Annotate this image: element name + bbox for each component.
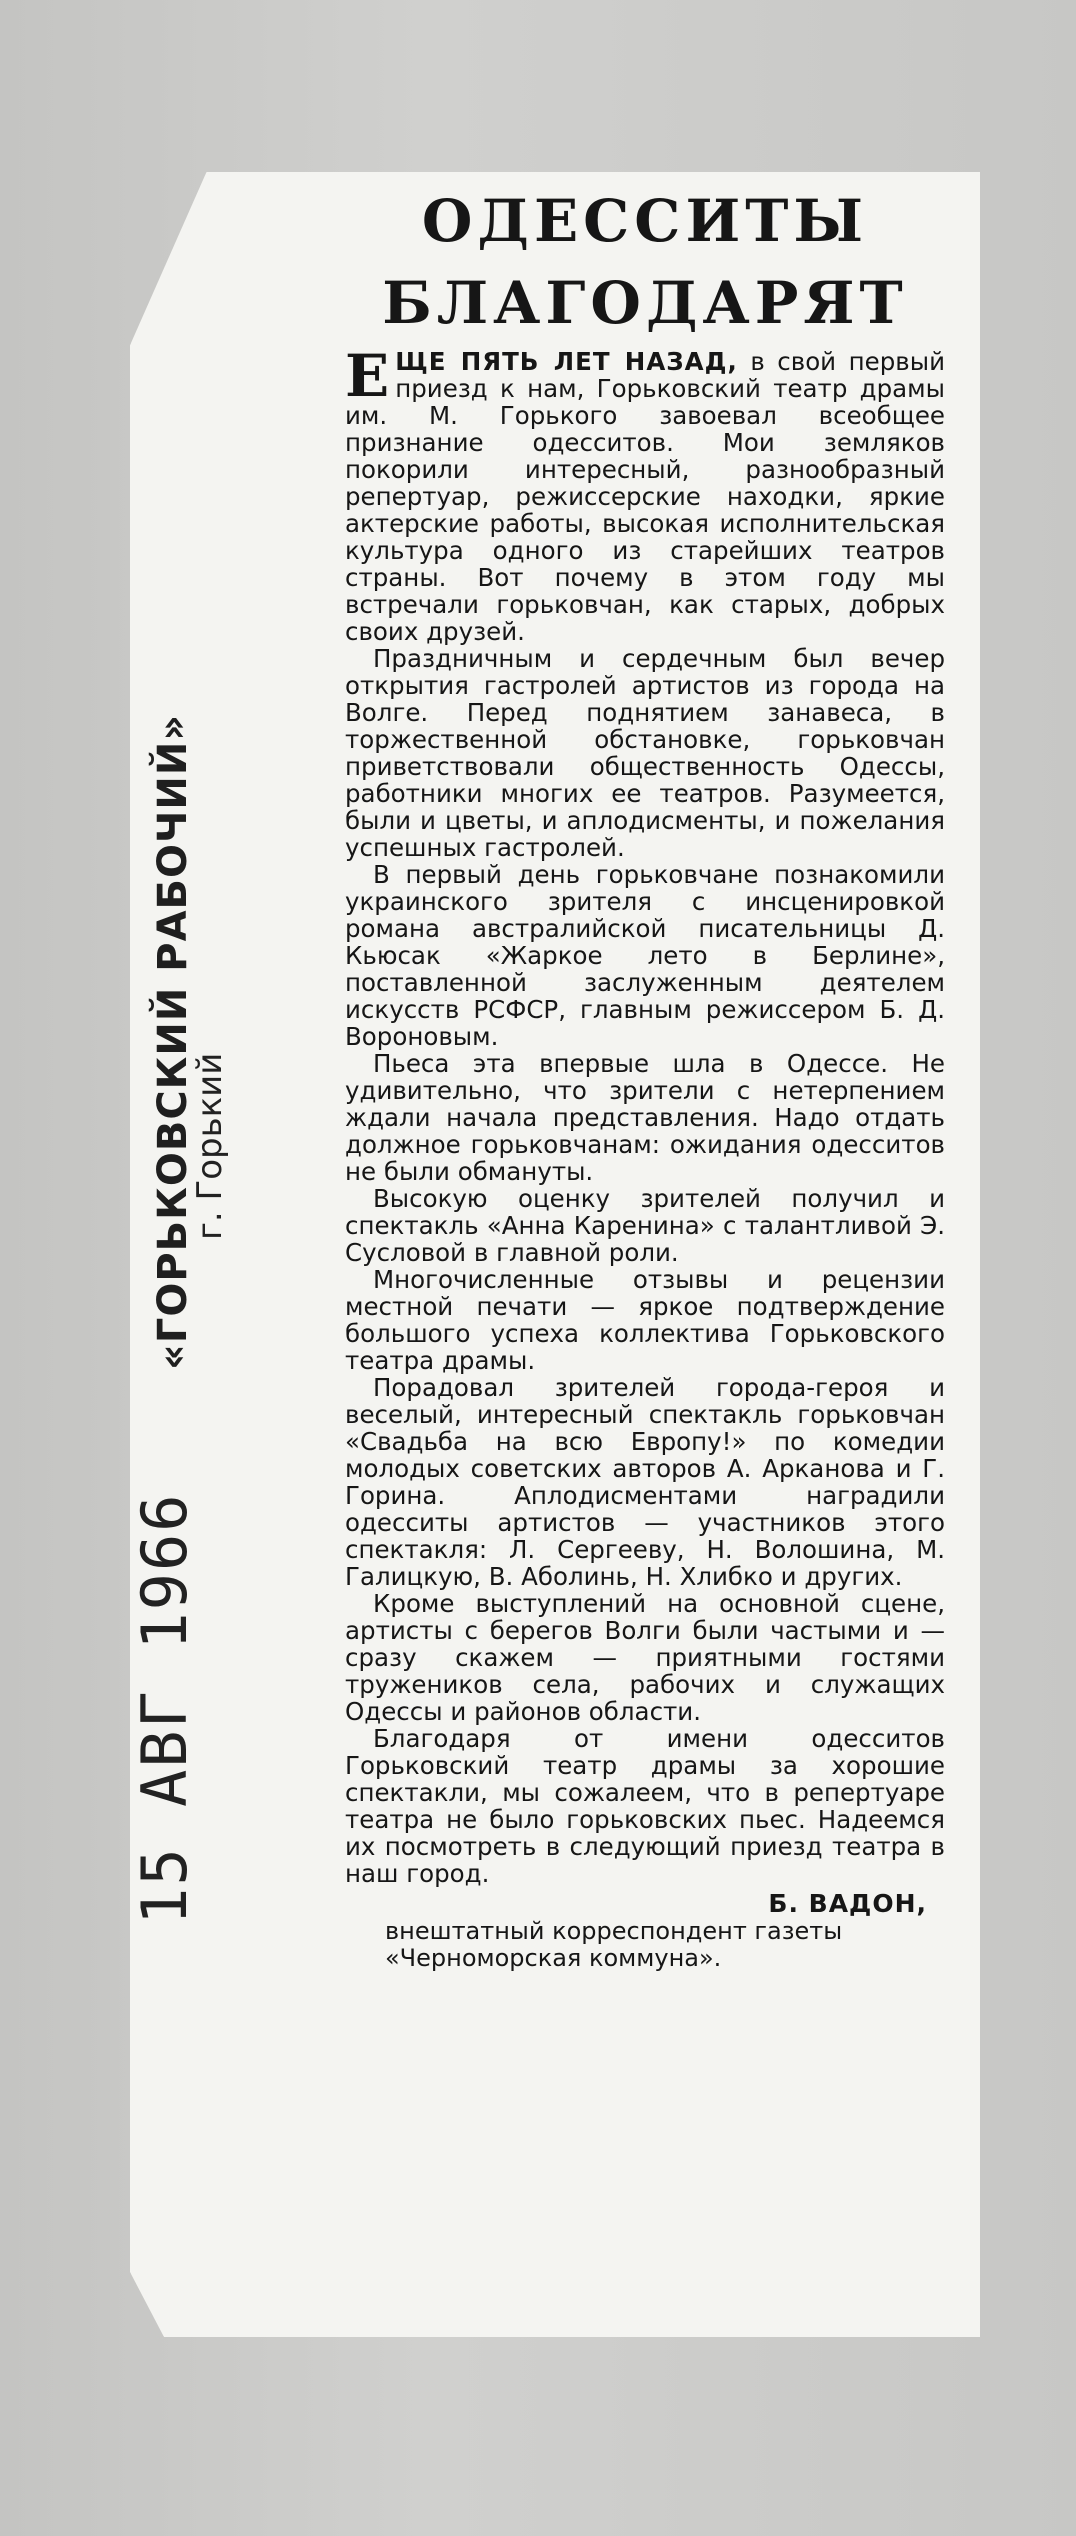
article [345,180,945,1972]
city-stamp: г. Горький [190,1052,230,1240]
paragraph-8: Кроме выступлений на основной сцене, артисты с берегов Волги были частыми и — сразу скажем — приятными гостями тружеников села, рабочих и служащих Одессы и районов области. [345,1589,945,1726]
paragraph-6: Многочисленные отзывы и рецензии местной печати — яркое подтверждение большого успеха коллектива Горьковского театра драмы. [345,1265,945,1375]
newspaper-name: «ГОРЬКОВСКИЙ РАБОЧИЙ» [150,713,196,1370]
newspaper-stamp [150,714,196,1370]
paragraph-5: Высокую оценку зрителей получил и спектакль «Анна Каренина» с талантливой Э. Сусловой в главной роли. [345,1184,945,1267]
paragraph-9: Благодаря от имени одесситов Горьковский театр драмы за хорошие спектакли, мы сожалеем, что в репертуаре театра не было горьковских пьес. Надеемся их посмотреть в следующий приезд театра в наш город. [345,1724,945,1888]
title-line-1: ОДЕССИТЫ [421,187,869,255]
date-stamp: 15 АВГ 1966 [128,1492,201,1925]
author-byline: внештатный корреспондент газеты «Черноморская коммуна». [385,1917,843,1972]
paragraph-2: Праздничным и сердечным был вечер открытия гастролей артистов из города на Волге. Перед поднятием занавеса, в торжественной обстановке, горьковчан приветствовали общественность Одессы, работники многих ее театров. Разумеется, были и цветы, и аплодисменты, и пожелания успешных гастролей. [345,644,945,862]
paragraph-1-text: в свой первый приезд к нам, Горьковский театр драмы им. М. Горького завоевал всеобщее признание одесситов. Мои земляков покорили интересный, разнообразный репертуар, режиссерские находки, яркие актерские работы, высокая исполнительская культура одного из старейших театров страны. Вот почему в этом году мы встречали горьковчан, как старых, добрых своих друзей. [345,347,945,646]
lead-words: ЩЕ ПЯТЬ ЛЕТ НАЗАД, [395,347,738,376]
article-title [345,180,945,344]
paragraph-1 [345,342,945,646]
paragraph-3: В первый день горьковчане познакомили украинского зрителя с инсценировкой романа австралийской писательницы Д. Кьюсак «Жаркое лето в Берлине», поставленной заслуженным деятелем искусств РСФСР, главным режиссером Б. Д. Вороновым. [345,860,945,1051]
author-signature: Б. ВАДОН, [768,1889,927,1918]
drop-cap: Е [345,342,390,410]
paragraph-7: Порадовал зрителей города-героя и веселый, интересный спектакль горьковчан «Свадьба на всю Европу!» по комедии молодых советских авторов А. Арканова и Г. Горина. Аплодисментами наградили одесситы артистов — участников этого спектакля: Л. Сергееву, Н. Волошина, М. Галицкую, В. Аболинь, Н. Хлибко и других. [345,1373,945,1591]
paragraph-4: Пьеса эта впервые шла в Одессе. Не удивительно, что зрители с нетерпением ждали начала представления. Надо отдать должное горьковчанам: ожидания одесситов не были обмануты. [345,1049,945,1186]
title-line-2: БЛАГОДАРЯТ [382,269,908,337]
